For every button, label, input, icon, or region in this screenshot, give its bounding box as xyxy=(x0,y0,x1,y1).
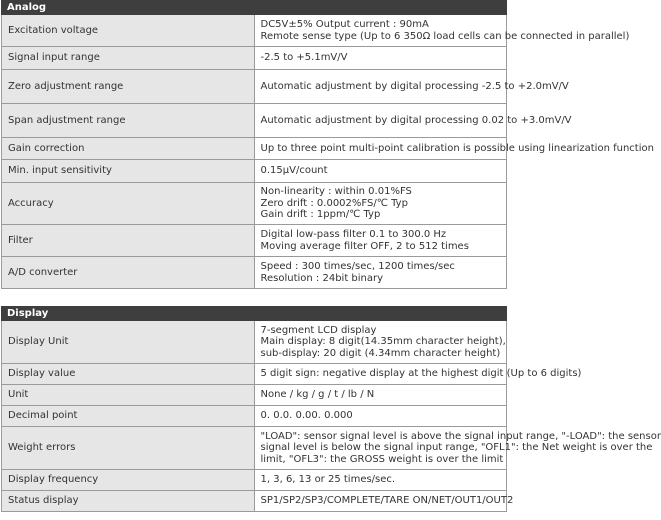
spec-row-display-value xyxy=(2,364,507,385)
spec-label: Min. input sensitivity xyxy=(2,160,255,183)
analog-spec-table xyxy=(1,0,654,289)
section-title: Display xyxy=(2,307,507,321)
spec-label: Decimal point xyxy=(2,406,255,427)
section-title: Analog xyxy=(2,1,507,15)
spec-value: Speed : 300 times/sec, 1200 times/sec Resolution : 24bit binary xyxy=(254,257,507,289)
spec-label: Display value xyxy=(2,364,255,385)
spec-row-status-display xyxy=(2,491,507,512)
spec-label: Excitation voltage xyxy=(2,15,255,47)
spec-value: Up to three point multi-point calibration is possible using linearization function xyxy=(254,138,507,160)
spec-label: Accuracy xyxy=(2,183,255,225)
spec-row-unit xyxy=(2,385,507,406)
spec-label: Unit xyxy=(2,385,255,406)
spec-value: 0.15μV/count xyxy=(254,160,507,183)
section-header-display xyxy=(2,307,507,321)
spec-value: 1, 3, 6, 13 or 25 times/sec. xyxy=(254,470,507,491)
spec-row-gain-correction xyxy=(2,138,507,160)
spec-value: Automatic adjustment by digital processing -2.5 to +2.0mV/V xyxy=(254,70,507,104)
spec-row-ad-converter xyxy=(2,257,507,289)
spec-row-display-frequency xyxy=(2,470,507,491)
section-header-analog xyxy=(2,1,507,15)
spec-value: 5 digit sign: negative display at the highest digit (Up to 6 digits) xyxy=(254,364,507,385)
spec-row-decimal-point xyxy=(2,406,507,427)
spec-label: Display frequency xyxy=(2,470,255,491)
spec-label: Filter xyxy=(2,225,255,257)
spec-label: Zero adjustment range xyxy=(2,70,255,104)
spec-value: 0. 0.0. 0.00. 0.000 xyxy=(254,406,507,427)
spec-row-filter xyxy=(2,225,507,257)
spec-row-span-adjustment-range xyxy=(2,104,507,138)
spec-row-display-unit xyxy=(2,321,507,364)
spec-value: SP1/SP2/SP3/COMPLETE/TARE ON/NET/OUT1/OUT2 xyxy=(254,491,507,512)
spec-value: DC5V±5% Output current : 90mA Remote sense type (Up to 6 350Ω load cells can be connected in parallel) xyxy=(254,15,507,47)
spec-label: Span adjustment range xyxy=(2,104,255,138)
spec-label: Display Unit xyxy=(2,321,255,364)
spec-value: -2.5 to +5.1mV/V xyxy=(254,47,507,70)
spec-label: Gain correction xyxy=(2,138,255,160)
spec-value: Non-linearity : within 0.01%FS Zero drift : 0.0002%FS/℃ Typ Gain drift : 1ppm/℃ Typ xyxy=(254,183,507,225)
spec-label: A/D converter xyxy=(2,257,255,289)
spec-label: Weight errors xyxy=(2,427,255,470)
spec-value: Digital low-pass filter 0.1 to 300.0 Hz Moving average filter OFF, 2 to 512 times xyxy=(254,225,507,257)
spec-value: None / kg / g / t / lb / N xyxy=(254,385,507,406)
spec-row-signal-input-range xyxy=(2,47,507,70)
spec-label: Status display xyxy=(2,491,255,512)
spec-row-zero-adjustment-range xyxy=(2,70,507,104)
spec-row-excitation-voltage xyxy=(2,15,507,47)
spec-row-weight-errors xyxy=(2,427,507,470)
spec-row-accuracy xyxy=(2,183,507,225)
spec-value: "LOAD": sensor signal level is above the signal input range, "-LOAD": the sensor signal level is below the signal input range, "OFL1": the Net weight is over the limit, "OFL3": the GROSS weight is over the limit xyxy=(254,427,507,470)
spec-value: Automatic adjustment by digital processing 0.02 to +3.0mV/V xyxy=(254,104,507,138)
spec-value: 7-segment LCD display Main display: 8 digit(14.35mm character height), sub-display: 20 digit (4.34mm character height) xyxy=(254,321,507,364)
display-spec-table xyxy=(1,306,661,512)
spec-label: Signal input range xyxy=(2,47,255,70)
spec-row-min-input-sensitivity xyxy=(2,160,507,183)
